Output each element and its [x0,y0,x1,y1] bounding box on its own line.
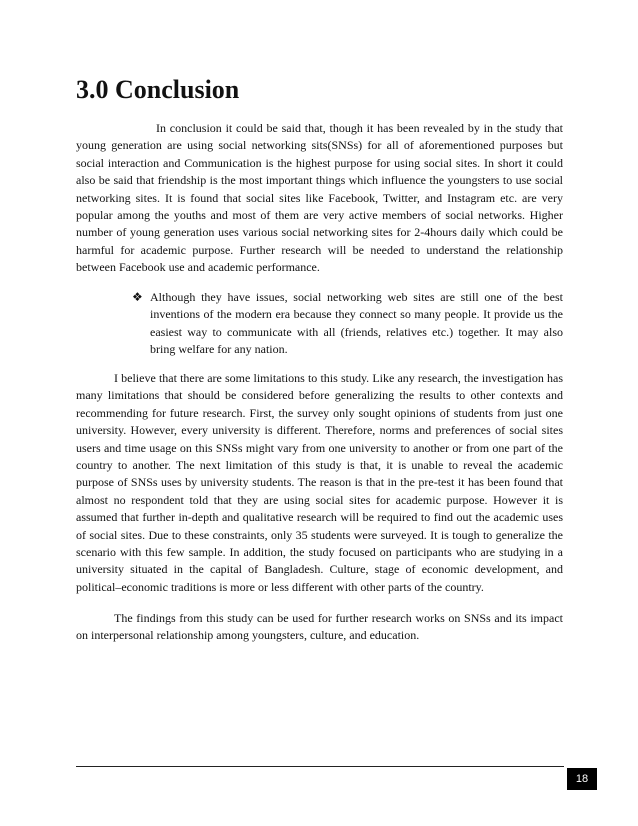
bullet-text: Although they have issues, social networking web sites are still one of the best inventions of the modern era because they connect so many people. It provide us the easiest way to communicate with all (friends, relatives etc.) together. It may also bring welfare for any nation. [150,290,563,357]
diamond-bullet-icon: ❖ [132,290,143,304]
paragraph-conclusion: In conclusion it could be said that, though it has been revealed by in the study that young generation are using social networking sits(SNSs) for all of aforementioned purposes but social interaction and Communication is the highest purpose for using social sites. In short it could also be said that friendship is the most important things which influence the youngsters to use social networking sites. It is found that social sites like Facebook, Twitter, and Instagram etc. are very popular among the youths and most of them are very active members of social networks. Higher number of young generation uses various social networking sites for 2-4hours daily which could be harmful for academic purpose. Further research will be needed to understand the relationship between Facebook use and academic performance. [76,121,563,275]
footer-divider [76,766,564,767]
page-number: 18 [567,768,597,790]
section-heading: 3.0 Conclusion [76,75,240,104]
paragraph-findings: The findings from this study can be used for further research works on SNSs and its impact on interpersonal relationship among youngsters, culture, and education. [76,611,563,643]
bullet-item [132,289,563,359]
paragraph-limitations: I believe that there are some limitations to this study. Like any research, the investigation has many limitations that should be considered before generalizing the results to other contexts and recommending for future research. First, the survey only sought opinions of students from just one university. However, every university is different. Therefore, norms and preferences of social sites users and time usage on this SNSs might vary from one university to another or from one part of the country to another. The next limitation of this study is that, it is unable to reveal the academic purpose of SNSs uses by university students. The reason is that in the pre-test it has been found that almost no respondent told that they are using social sites for academic purpose. However it is assumed that further in-depth and qualitative research will be required to find out the academic uses of social sites. Due to these constraints, only 35 students were surveyed. It is tough to generalize the scenario with this few sample. In addition, the study focused on participants who are studying in a university situated in the capital of Bangladesh. Culture, stage of economic development, and political–economic traditions is more or less different with other parts of the country. [76,371,563,594]
